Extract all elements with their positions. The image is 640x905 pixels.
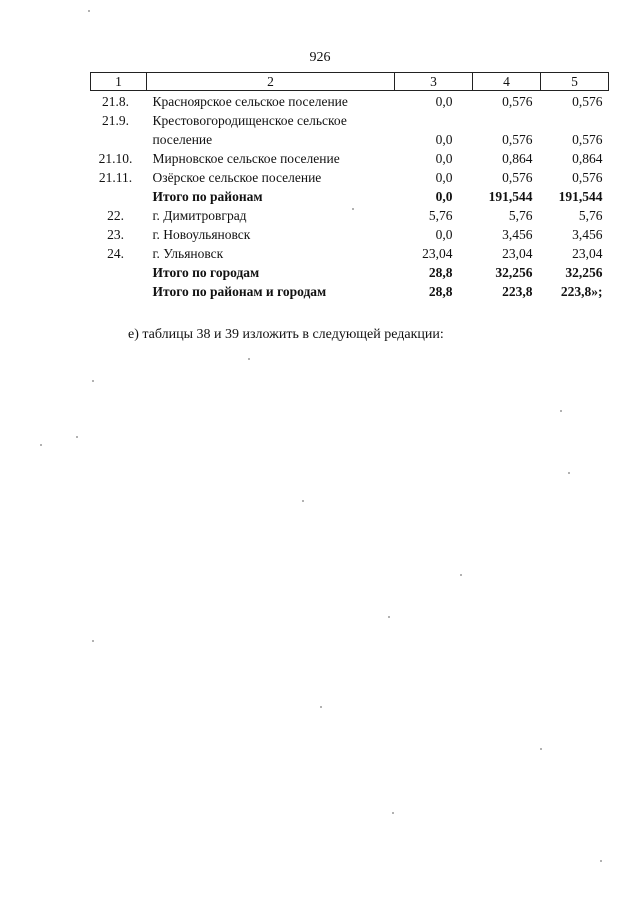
row-value-4: 0,864 xyxy=(502,151,533,166)
table-row xyxy=(91,91,609,111)
row-value-4: 0,576 xyxy=(502,94,533,109)
scan-speck xyxy=(40,444,42,446)
row-name: г. Ульяновск xyxy=(152,246,224,261)
row-value-5: 0,576 xyxy=(572,170,603,185)
row-name: г. Новоульяновск xyxy=(152,227,251,242)
data-table xyxy=(90,72,609,300)
page-number: 926 xyxy=(309,50,331,65)
row-value-4: 23,04 xyxy=(502,246,533,261)
row-value-3: 0,0 xyxy=(435,94,453,109)
table-row-total xyxy=(91,186,609,205)
row-value-4: 3,456 xyxy=(502,227,533,242)
row-name: Итого по районам и городам xyxy=(152,284,327,299)
scan-speck xyxy=(540,748,542,750)
table-row xyxy=(91,148,609,167)
table-row xyxy=(91,167,609,186)
row-number: 22. xyxy=(107,208,124,223)
row-name: Крестовогородищенское сельское xyxy=(152,113,347,128)
row-value-3: 28,8 xyxy=(428,284,453,299)
row-name-continued: поселение xyxy=(152,132,213,147)
scan-speck xyxy=(460,574,462,576)
row-value-5: 32,256 xyxy=(565,265,603,280)
row-name: Красноярское сельское поселение xyxy=(152,94,348,109)
row-value-3: 5,76 xyxy=(428,208,453,223)
table-header-row xyxy=(91,73,609,91)
scan-speck xyxy=(248,358,250,360)
row-value-4: 0,576 xyxy=(502,132,533,147)
row-number: 21.9. xyxy=(102,113,129,128)
row-value-5: 223,8»; xyxy=(560,284,603,299)
row-number xyxy=(91,262,147,281)
table-row xyxy=(91,110,609,129)
row-value-5: 191,544 xyxy=(558,189,603,204)
row-name: г. Димитровград xyxy=(152,208,247,223)
header-cell-5: 5 xyxy=(541,73,609,91)
table-row-total xyxy=(91,262,609,281)
row-number: 21.10. xyxy=(98,151,133,166)
scan-speck xyxy=(392,812,394,814)
scan-speck xyxy=(352,208,354,210)
scan-speck xyxy=(302,500,304,502)
row-value-3: 0,0 xyxy=(435,227,453,242)
row-value-5: 0,576 xyxy=(572,132,603,147)
row-value-4: 191,544 xyxy=(488,189,533,204)
scan-speck xyxy=(76,436,78,438)
table-row-grand-total xyxy=(91,281,609,300)
row-value-4: 223,8 xyxy=(502,284,533,299)
row-number: 21.8. xyxy=(102,94,129,109)
header-cell-1: 1 xyxy=(91,73,147,91)
table-row xyxy=(91,243,609,262)
row-number xyxy=(91,281,147,300)
table-row xyxy=(91,205,609,224)
row-value-3: 23,04 xyxy=(422,246,453,261)
row-number: 21.11. xyxy=(98,170,133,185)
table-row xyxy=(91,224,609,243)
row-value-3: 0,0 xyxy=(435,189,453,204)
row-number xyxy=(91,186,147,205)
header-cell-3: 3 xyxy=(395,73,473,91)
scan-speck xyxy=(320,706,322,708)
scan-speck xyxy=(92,640,94,642)
table-row xyxy=(91,129,609,148)
header-cell-2: 2 xyxy=(147,73,395,91)
row-value-3: 0,0 xyxy=(435,151,453,166)
scan-speck xyxy=(88,10,90,12)
row-value-5: 0,576 xyxy=(572,94,603,109)
row-value-5: 3,456 xyxy=(572,227,603,242)
row-number: 24. xyxy=(107,246,124,261)
scan-speck xyxy=(92,380,94,382)
row-name: Итого по районам xyxy=(152,189,263,204)
row-value-3: 0,0 xyxy=(435,170,453,185)
row-value-4: 32,256 xyxy=(495,265,533,280)
scan-speck xyxy=(568,472,570,474)
row-value-4: 0,576 xyxy=(502,170,533,185)
scan-speck xyxy=(560,410,562,412)
row-name: Озёрское сельское поселение xyxy=(152,170,322,185)
amendment-note: е) таблицы 38 и 39 изложить в следующей редакции: xyxy=(128,327,444,342)
scan-speck xyxy=(600,860,602,862)
scan-speck xyxy=(388,616,390,618)
row-value-5: 23,04 xyxy=(572,246,603,261)
row-name: Мирновское сельское поселение xyxy=(152,151,340,166)
row-value-4: 5,76 xyxy=(508,208,533,223)
row-value-5: 5,76 xyxy=(578,208,603,223)
row-value-3: 28,8 xyxy=(428,265,453,280)
row-value-5: 0,864 xyxy=(572,151,603,166)
row-number: 23. xyxy=(107,227,124,242)
header-cell-4: 4 xyxy=(473,73,541,91)
row-name: Итого по городам xyxy=(152,265,260,280)
row-value-3: 0,0 xyxy=(435,132,453,147)
